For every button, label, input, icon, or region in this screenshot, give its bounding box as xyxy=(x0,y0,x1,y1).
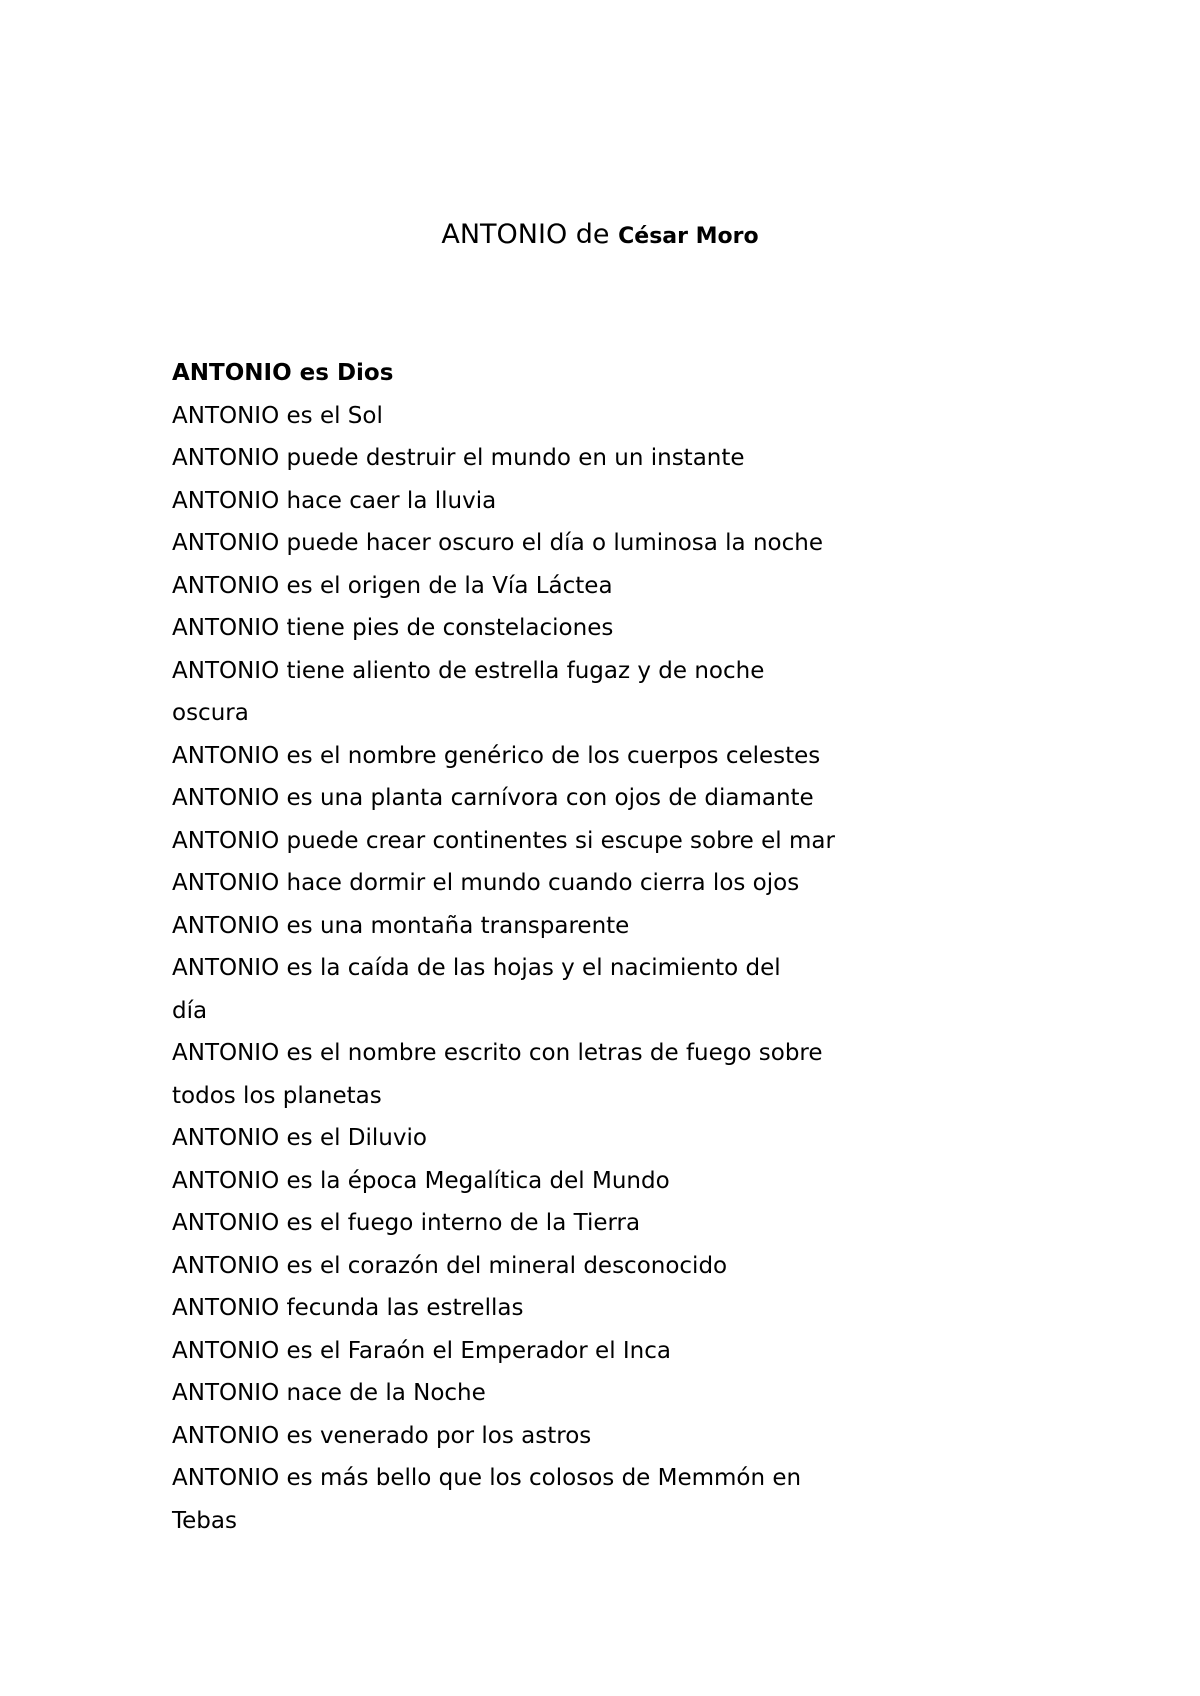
poem-line: ANTONIO es más bello que los colosos de Memmón en xyxy=(172,1465,802,1491)
poem-line: ANTONIO es el corazón del mineral desconocido xyxy=(172,1252,728,1279)
poem-line: ANTONIO fecunda las estrellas xyxy=(172,1295,524,1321)
poem-line: ANTONIO es el Faraón el Emperador el Inca xyxy=(172,1337,671,1364)
poem-line: ANTONIO es el origen de la Vía Láctea xyxy=(172,572,613,599)
poem-line: ANTONIO es la época Megalítica del Mundo xyxy=(172,1167,670,1194)
poem-line: ANTONIO es una planta carnívora con ojos de diamante xyxy=(172,785,814,811)
poem-line: ANTONIO puede hacer oscuro el día o luminosa la noche xyxy=(172,530,823,556)
poem-line: ANTONIO tiene pies de constelaciones xyxy=(172,615,614,641)
poem-line: ANTONIO hace caer la lluvia xyxy=(172,487,497,514)
poem-line: ANTONIO es el Diluvio xyxy=(172,1125,427,1151)
poem-line: ANTONIO puede destruir el mundo en un instante xyxy=(172,445,745,471)
poem-line: ANTONIO hace dormir el mundo cuando cierra los ojos xyxy=(172,870,800,896)
poem-body xyxy=(172,352,892,1542)
poem-line: todos los planetas xyxy=(172,1082,382,1109)
poem-line: ANTONIO nace de la Noche xyxy=(172,1380,486,1406)
poem-line: ANTONIO es venerado por los astros xyxy=(172,1422,592,1449)
title-main: ANTONIO de xyxy=(441,219,619,250)
page-title xyxy=(0,218,1200,254)
poem-line: ANTONIO tiene aliento de estrella fugaz y de noche xyxy=(172,657,765,684)
poem-line: ANTONIO es el nombre genérico de los cuerpos celestes xyxy=(172,742,821,769)
poem-line: ANTONIO es la caída de las hojas y el nacimiento del xyxy=(172,955,781,981)
title-author: César Moro xyxy=(618,224,759,249)
poem-line: ANTONIO es Dios xyxy=(172,360,394,386)
poem-line: ANTONIO es el nombre escrito con letras de fuego sobre xyxy=(172,1040,823,1066)
poem-line: Tebas xyxy=(172,1507,237,1534)
poem-line: ANTONIO puede crear continentes si escupe sobre el mar xyxy=(172,827,835,854)
poem-line: ANTONIO es el Sol xyxy=(172,402,383,429)
poem-line: ANTONIO es el fuego interno de la Tierra xyxy=(172,1210,641,1236)
poem-line: oscura xyxy=(172,700,249,726)
poem-line: ANTONIO es una montaña transparente xyxy=(172,912,630,939)
poem-line: día xyxy=(172,997,208,1024)
